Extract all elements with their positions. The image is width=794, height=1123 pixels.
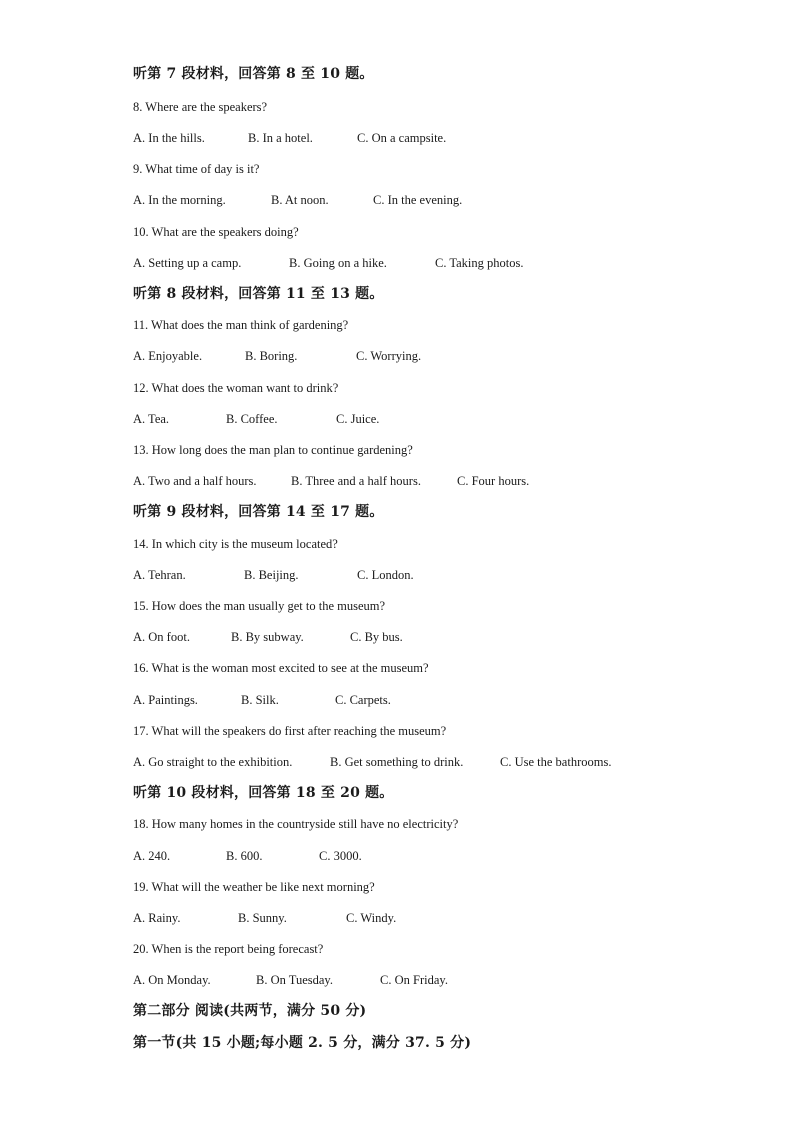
q13-option-b: B. Three and a half hours. <box>291 474 421 488</box>
q11-option-b: B. Boring. <box>245 349 298 363</box>
q9-option-c: C. In the evening. <box>373 193 463 207</box>
question-stem-13: 13. How long does the man plan to continue gardening? <box>133 443 413 457</box>
q16-option-c: C. Carpets. <box>335 693 391 707</box>
section-heading-8: 听第 8 段材料，回答第 11 至 13 题。 <box>133 286 384 302</box>
question-stem-15: 15. How does the man usually get to the museum? <box>133 599 386 613</box>
q16-option-b: B. Silk. <box>241 693 279 707</box>
q9-option-a: A. In the morning. <box>133 193 226 207</box>
q14-option-b: B. Beijing. <box>244 568 299 582</box>
question-stem-9: 9. What time of day is it? <box>133 162 260 176</box>
q15-option-a: A. On foot. <box>133 630 190 644</box>
q11-option-a: A. Enjoyable. <box>133 349 203 363</box>
section-heading-7: 听第 7 段材料，回答第 8 至 10 题。 <box>133 66 374 82</box>
q11-option-c: C. Worrying. <box>356 349 422 363</box>
q8-option-c: C. On a campsite. <box>357 131 447 145</box>
part2-heading: 第二部分 阅读(共两节，满分 50 分) <box>133 1003 367 1019</box>
q16-option-a: A. Paintings. <box>133 693 198 707</box>
section-heading-10: 听第 10 段材料，回答第 18 至 20 题。 <box>133 785 394 801</box>
q20-option-b: B. On Tuesday. <box>256 973 333 987</box>
question-stem-11: 11. What does the man think of gardening? <box>133 318 349 332</box>
q15-option-b: B. By subway. <box>231 630 304 644</box>
section-heading-9: 听第 9 段材料，回答第 14 至 17 题。 <box>133 504 384 520</box>
q13-option-a: A. Two and a half hours. <box>133 474 257 488</box>
q9-option-b: B. At noon. <box>271 193 329 207</box>
question-stem-20: 20. When is the report being forecast? <box>133 942 324 956</box>
q19-option-b: B. Sunny. <box>238 911 287 925</box>
q12-option-b: B. Coffee. <box>226 412 278 426</box>
q17-option-c: C. Use the bathrooms. <box>500 755 612 769</box>
q17-option-b: B. Get something to drink. <box>330 755 464 769</box>
q19-option-c: C. Windy. <box>346 911 397 925</box>
q12-option-c: C. Juice. <box>336 412 380 426</box>
q14-option-a: A. Tehran. <box>133 568 186 582</box>
q17-option-a: A. Go straight to the exhibition. <box>133 755 293 769</box>
q18-option-a: A. 240. <box>133 849 171 863</box>
q8-option-b: B. In a hotel. <box>248 131 313 145</box>
q18-option-b: B. 600. <box>226 849 263 863</box>
q20-option-a: A. On Monday. <box>133 973 211 987</box>
question-stem-19: 19. What will the weather be like next morning? <box>133 880 375 894</box>
part2-section1-heading: 第一节(共 15 小题;每小题 2. 5 分，满分 37. 5 分) <box>133 1035 472 1051</box>
q13-option-c: C. Four hours. <box>457 474 530 488</box>
q20-option-c: C. On Friday. <box>380 973 448 987</box>
question-stem-8: 8. Where are the speakers? <box>133 100 268 114</box>
q12-option-a: A. Tea. <box>133 412 170 426</box>
q19-option-a: A. Rainy. <box>133 911 181 925</box>
q10-option-a: A. Setting up a camp. <box>133 256 242 270</box>
question-stem-17: 17. What will the speakers do first after reaching the museum? <box>133 724 447 738</box>
question-stem-12: 12. What does the woman want to drink? <box>133 381 339 395</box>
question-stem-18: 18. How many homes in the countryside still have no electricity? <box>133 817 459 831</box>
q10-option-b: B. Going on a hike. <box>289 256 387 270</box>
question-stem-10: 10. What are the speakers doing? <box>133 225 299 239</box>
question-stem-16: 16. What is the woman most excited to see at the museum? <box>133 661 429 675</box>
question-stem-14: 14. In which city is the museum located? <box>133 537 338 551</box>
q8-option-a: A. In the hills. <box>133 131 205 145</box>
q14-option-c: C. London. <box>357 568 414 582</box>
q18-option-c: C. 3000. <box>319 849 362 863</box>
q15-option-c: C. By bus. <box>350 630 403 644</box>
q10-option-c: C. Taking photos. <box>435 256 524 270</box>
